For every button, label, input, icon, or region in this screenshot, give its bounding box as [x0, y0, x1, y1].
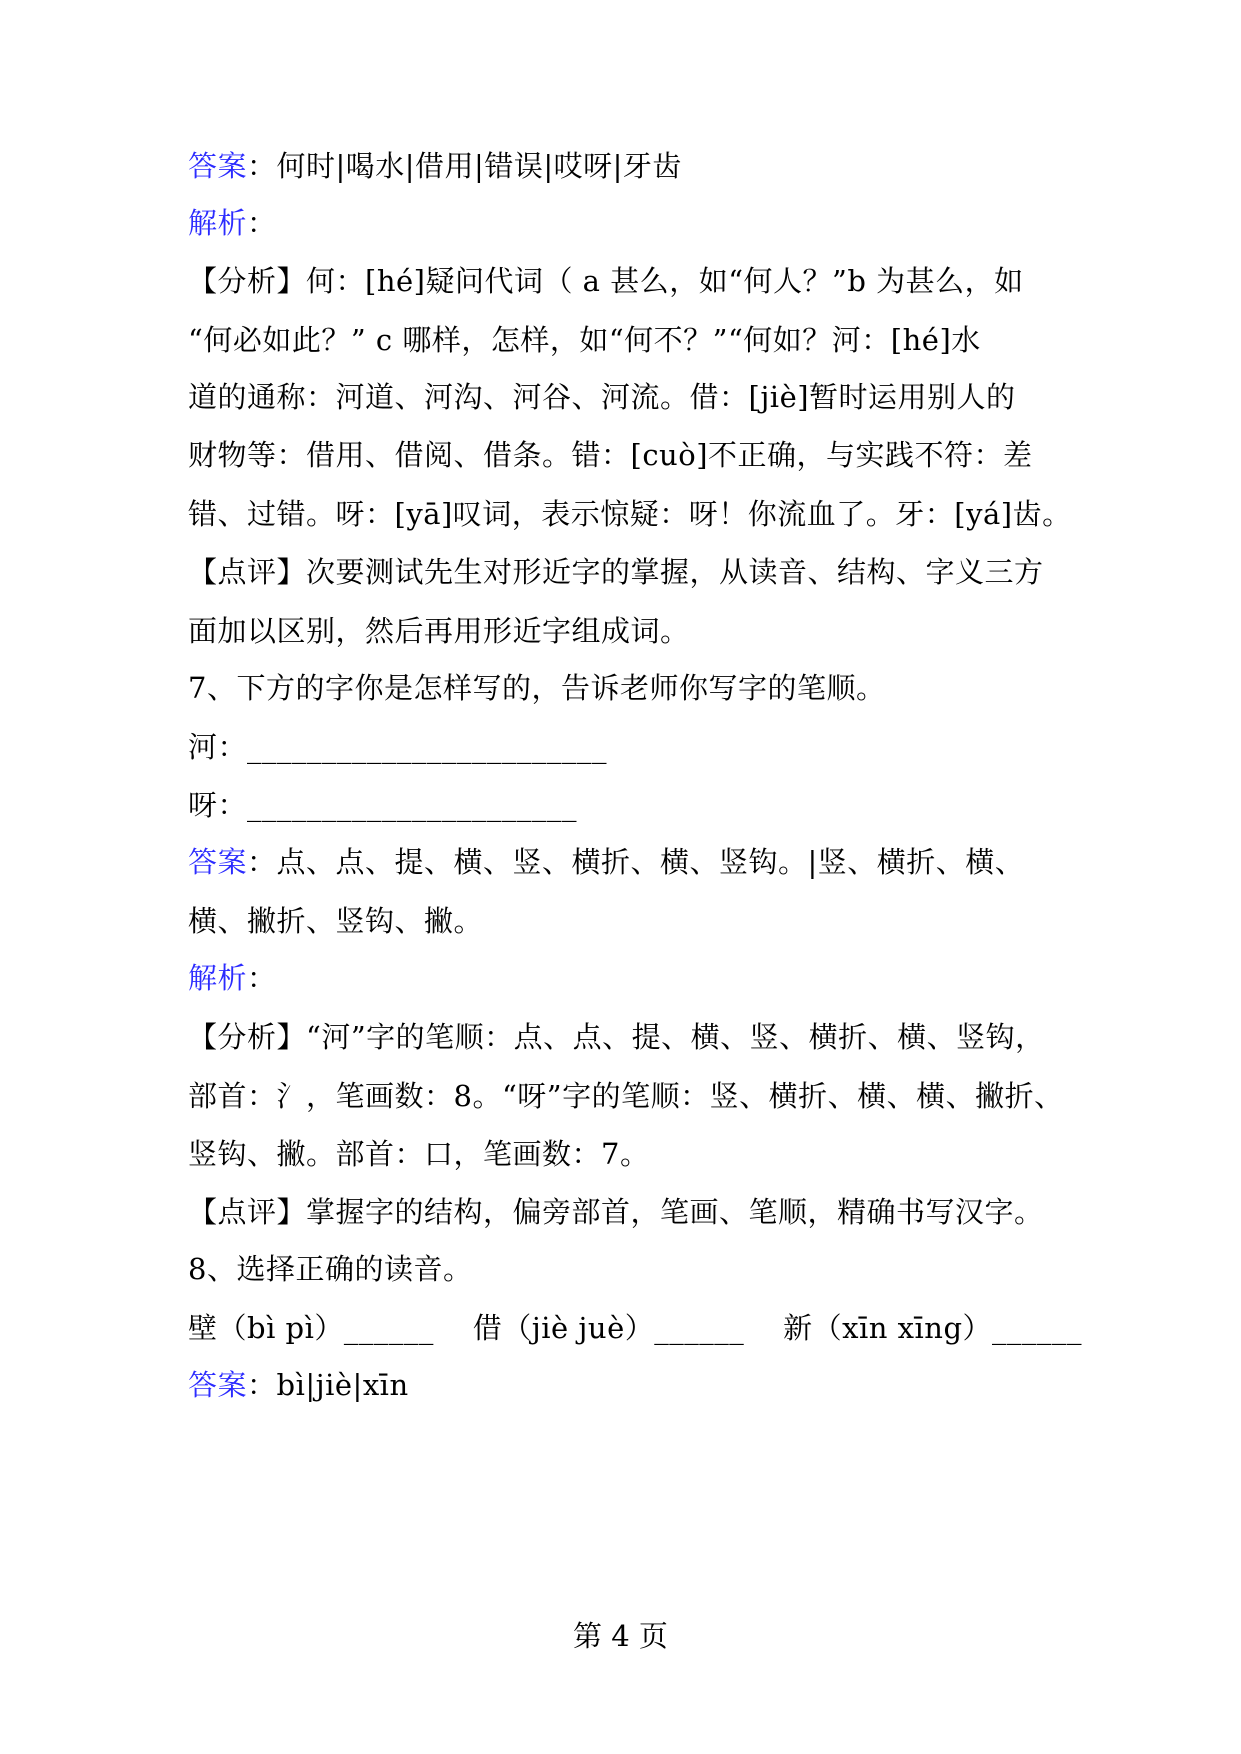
paragraph-line: 道的通称：河道、河沟、河谷、河流。借：[jiè]暂时运用别人的 [188, 380, 1016, 414]
paragraph-line: 竖钩、撇。部首：口，笔画数：7。 [188, 1137, 650, 1171]
answer-text: ：何时|喝水|借用|错误|哎呀|牙齿 [247, 149, 682, 183]
paragraph-line: 面加以区别，然后再用形近字组成词。 [188, 614, 690, 648]
paragraph-line: 部首：氵，笔画数：8。“呀”字的笔顺：竖、横折、横、横、撇折、 [188, 1079, 1064, 1113]
question-7: 7、下方的字你是怎样写的，告诉老师你写字的笔顺。 [188, 671, 886, 705]
analysis-label: 解析 [188, 206, 248, 240]
paragraph-line: 【点评】次要测试先生对形近字的掌握，从读音、结构、字义三方 [188, 555, 1044, 589]
answer-line [188, 842, 1024, 882]
answer-line [188, 146, 682, 186]
answer-text: ：bì|jiè|xīn [247, 1368, 409, 1402]
paragraph-line: 【点评】掌握字的结构，偏旁部首，笔画、笔顺，精确书写汉字。 [188, 1195, 1044, 1229]
answer-text: ：点、点、提、横、竖、横折、横、竖钩。|竖、横折、横、 [247, 845, 1025, 879]
analysis-line [188, 203, 277, 243]
paragraph-line: “何必如此？” c 哪样，怎样，如“何不？”“何如？河：[hé]水 [188, 323, 981, 357]
analysis-label: 解析 [188, 961, 248, 995]
paragraph-line: 错、过错。呀：[yā]叹词，表示惊疑：呀！你流血了。牙：[yá]齿。 [188, 497, 1072, 531]
answer-line [188, 1365, 409, 1405]
paragraph-line: 【分析】“河”字的笔顺：点、点、提、横、竖、横折、横、竖钩， [188, 1020, 1045, 1054]
answer-label: 答案 [188, 845, 248, 879]
paragraph-line: 横、撇折、竖钩、撇。 [188, 904, 484, 938]
question-8: 8、选择正确的读音。 [188, 1252, 473, 1286]
fill-line-ya: 呀：______________________ [188, 788, 578, 822]
analysis-text: ： [247, 961, 277, 995]
answer-label: 答案 [188, 1368, 248, 1402]
analysis-line [188, 958, 277, 998]
pinyin-choices: 壁（bì pì）______ 借（jiè juè）______ 新（xīn xīng）______ [188, 1311, 1083, 1345]
analysis-text: ： [247, 206, 277, 240]
paragraph-line: 【分析】何：[hé]疑问代词（ a 甚么，如“何人？”b 为甚么，如 [188, 264, 1024, 298]
page-number: 第 4 页 [573, 1619, 668, 1653]
paragraph-line: 财物等：借用、借阅、借条。错：[cuò]不正确，与实践不符：差 [188, 438, 1033, 472]
fill-line-he: 河：________________________ [188, 730, 608, 764]
answer-label: 答案 [188, 149, 248, 183]
